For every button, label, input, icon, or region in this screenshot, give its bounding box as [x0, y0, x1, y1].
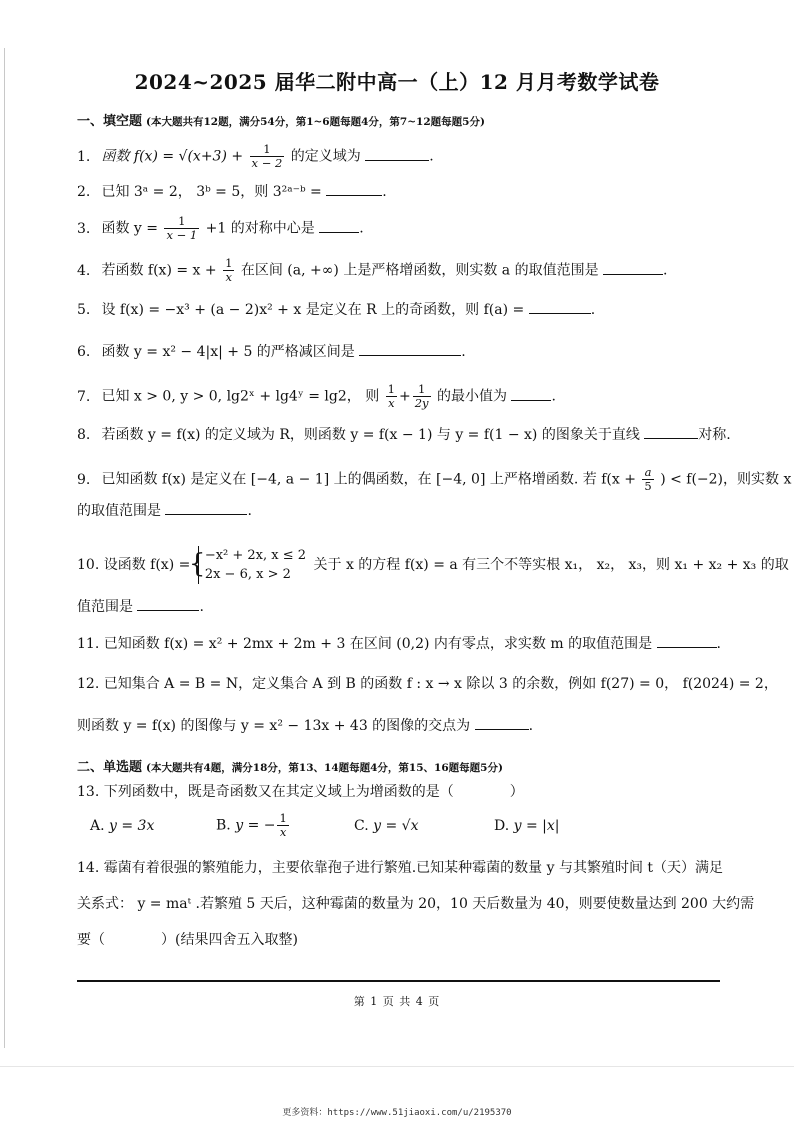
page-bottom-edge [0, 1066, 794, 1067]
question-number: 11. [77, 636, 100, 652]
denominator: x [388, 396, 395, 410]
choice-letter: B. [216, 817, 231, 834]
question-text: 要（ ）(结果四舍五入取整) [77, 932, 298, 948]
question-11: 11. 已知函数 f(x) = x² + 2mx + 2m + 3 在区间 (0,2) 内有零点，求实数 m 的取值范围是 . [77, 633, 721, 654]
denominator: 2y [414, 396, 429, 410]
question-number: 10. [77, 557, 100, 573]
choice-b[interactable] [216, 812, 291, 839]
question-number: 9. [77, 471, 91, 488]
case-1: { −x² + 2x, x ≤ 2 [204, 548, 307, 563]
section-fill-in [77, 110, 485, 129]
question-number: 5. [77, 302, 91, 318]
fraction-2 [413, 383, 431, 410]
question-text: 已知集合 A = B = N，定义集合 A 到 B 的函数 f : x → x 除以 3 的余数，例如 f(27) = 0， f(2024) = 2， [103, 676, 778, 692]
answer-blank[interactable] [657, 633, 717, 648]
answer-blank[interactable] [475, 715, 529, 730]
fraction [277, 812, 288, 839]
denominator: 5 [644, 479, 652, 493]
question-number: 3. [77, 220, 91, 237]
question-text: 若函数 f(x) = x + [101, 262, 217, 279]
question-text: 已知 x > 0, y > 0, lg2ˣ + lg4ʸ = lg2， 则 [101, 388, 380, 405]
answer-blank[interactable] [644, 424, 698, 439]
choice-letter: C. [354, 818, 369, 834]
question-number: 4. [77, 262, 91, 279]
exam-title: 2024~2025 届华二附中高一（上）12 月月考数学试卷 [134, 70, 660, 94]
section-note: (本大题共有12题，满分54分，第1~6题每题4分，第7~12题每题5分) [146, 116, 485, 128]
answer-blank[interactable] [603, 260, 663, 275]
question-number: 7. [77, 388, 91, 405]
question-text: 函数 y = [101, 220, 158, 237]
question-text: 下列函数中，既是奇函数又在其定义域上为增函数的是（ ） [103, 784, 524, 800]
section-label: 二、单选题 [77, 760, 143, 775]
choice-d[interactable] [494, 818, 560, 834]
source-link[interactable]: 更多资料：https://www.51jiaoxi.com/u/2195370 [282, 1108, 512, 1118]
question-text: 函数 y = x² − 4|x| + 5 的严格减区间是 [101, 344, 355, 360]
numerator: 1 [225, 256, 233, 270]
question-text: 已知函数 f(x) = x² + 2mx + 2m + 3 在区间 (0,2) 内有零点，求实数 m 的取值范围是 [103, 636, 653, 652]
numerator: 1 [413, 383, 431, 397]
question-9-line-2: 的取值范围是 . [77, 500, 252, 521]
numerator: 1 [387, 382, 395, 396]
choice-text: y = − [235, 817, 276, 834]
fraction-1 [386, 383, 397, 410]
question-number: 8. [77, 427, 91, 443]
question-1: 1. 函数 f(x) = √(x+3) + $\frac{1}{x - 2}$ 的定义域为 . [77, 142, 434, 170]
question-6: 6. 函数 y = x² − 4|x| + 5 的严格减区间是 . [77, 341, 466, 362]
denominator: x − 1 [166, 228, 198, 242]
question-9 [77, 466, 791, 493]
section-label: 一、填空题 [77, 114, 143, 129]
question-5: 5. 设 f(x) = −x³ + (a − 2)x² + x 是定义在 R 上的奇函数，则 f(a) = . [77, 299, 595, 320]
question-text: 若函数 y = f(x) 的定义域为 R，则函数 y = f(x − 1) 与 y = f(1 − x) 的图象关于直线 [101, 427, 640, 443]
question-text-post: 在区间 (a, +∞) 上是严格增函数，则实数 a 的取值范围是 [240, 262, 599, 279]
plus-sign: + [398, 388, 411, 405]
question-14-line-3 [77, 930, 298, 950]
question-14 [77, 858, 723, 878]
answer-blank[interactable] [165, 500, 247, 515]
question-12-line-2: 则函数 y = f(x) 的图像与 y = x² − 13x + 43 的图像的交点为 . [77, 715, 533, 736]
answer-blank[interactable] [529, 299, 591, 314]
question-text: 关系式： y = maᵗ .若繁殖 5 天后，这种霉菌的数量为 20，10 天后数量为 40，则要使数量达到 200 大约需 [77, 896, 755, 912]
question-text: 设函数 f(x) = [103, 557, 191, 573]
question-number: 13. [77, 784, 100, 800]
question-2: 2. 已知 3ᵃ = 2， 3ᵇ = 5，则 3²ᵃ⁻ᵇ = . [77, 181, 387, 202]
scan-edge [4, 48, 5, 1048]
question-14-line-2 [77, 894, 754, 914]
choice-text: y = 3x [109, 818, 155, 834]
section-note: (本大题共有4题，满分18分，第13、14题每题4分，第15、16题每题5分) [146, 762, 503, 774]
choice-text: y = |x| [513, 818, 560, 834]
question-text-post: +1 的对称中心是 [205, 220, 315, 237]
question-4: 4. 若函数 f(x) = x + $\frac{1}{x}$ 在区间 (a, +∞) 上是严格增函数，则实数 a 的取值范围是 . [77, 256, 668, 284]
question-text-post: ) < f(−2)，则实数 x [660, 471, 792, 488]
question-number: 6. [77, 344, 91, 360]
denominator: x − 2 [251, 156, 283, 170]
fraction [164, 215, 199, 242]
question-text: 值范围是 [77, 599, 133, 615]
fraction [250, 143, 285, 170]
question-text: 霉菌有着很强的繁殖能力，主要依靠孢子进行繁殖.已知某种霉菌的数量 y 与其繁殖时间 t（天）满足 [103, 860, 724, 876]
question-number: 12. [77, 676, 100, 692]
question-text: 则函数 y = f(x) 的图像与 y = x² − 13x + 43 的图像的交点为 [77, 718, 471, 734]
fraction [223, 257, 234, 284]
question-text-post: 关于 x 的方程 f(x) = a 有三个不等实根 x₁， x₂， x₃，则 x₁ + x₂ + x₃ 的取 [313, 557, 789, 573]
fraction [642, 466, 653, 493]
question-10 [77, 546, 789, 584]
choice-text: y = √x [373, 818, 419, 834]
question-10-line-2: 值范围是 . [77, 596, 204, 617]
denominator: x [225, 270, 232, 284]
question-13 [77, 782, 524, 802]
question-text-post: 对称. [698, 427, 731, 443]
answer-blank[interactable] [359, 341, 461, 356]
question-8 [77, 424, 731, 445]
numerator: a [642, 466, 653, 480]
question-text: 已知 3ᵃ = 2， 3ᵇ = 5，则 3²ᵃ⁻ᵇ = [101, 184, 322, 200]
choice-letter: A. [90, 818, 105, 834]
question-number: 2. [77, 184, 91, 200]
case-2: 2x − 6, x > 2 [204, 567, 291, 582]
question-text: 函数 f(x) = √(x+3) + [101, 148, 244, 165]
choice-c[interactable] [354, 818, 418, 834]
footer-rule [77, 980, 720, 982]
denominator: x [279, 825, 287, 839]
page-number: 第 1 页 共 4 页 [353, 995, 441, 1008]
choice-letter: D. [494, 818, 510, 834]
question-7: 7. 已知 x > 0, y > 0, lg2ˣ + lg4ʸ = lg2， 则 $\frac{1}{x}$ + $\frac{1}{2y}$ 的最小值为 . [77, 382, 556, 410]
answer-blank[interactable] [511, 386, 551, 401]
question-text: 已知函数 f(x) 是定义在 [−4, a − 1] 上的偶函数，在 [−4, 0] 上严格增函数. 若 f(x + [101, 471, 636, 488]
section-single-choice [77, 756, 503, 775]
numerator: 1 [279, 811, 287, 825]
choice-a[interactable] [90, 818, 154, 834]
piecewise-definition [198, 546, 306, 584]
answer-blank[interactable] [326, 181, 382, 196]
question-number: 14. [77, 860, 100, 876]
numerator: 1 [250, 143, 285, 157]
question-text: 设 f(x) = −x³ + (a − 2)x² + x 是定义在 R 上的奇函数，则 f(a) = [101, 302, 525, 318]
question-12 [77, 674, 778, 694]
answer-blank[interactable] [365, 146, 429, 161]
question-number: 1. [77, 148, 91, 165]
question-3: 3. 函数 y = $\frac{1}{x - 1}$ +1 的对称中心是 . [77, 214, 364, 242]
question-text: 的取值范围是 [77, 503, 161, 519]
question-text-post: 的定义域为 [290, 148, 361, 165]
numerator: 1 [164, 215, 199, 229]
answer-blank[interactable] [137, 596, 199, 611]
question-text-post: 的最小值为 [437, 388, 507, 405]
answer-blank[interactable] [319, 218, 359, 233]
